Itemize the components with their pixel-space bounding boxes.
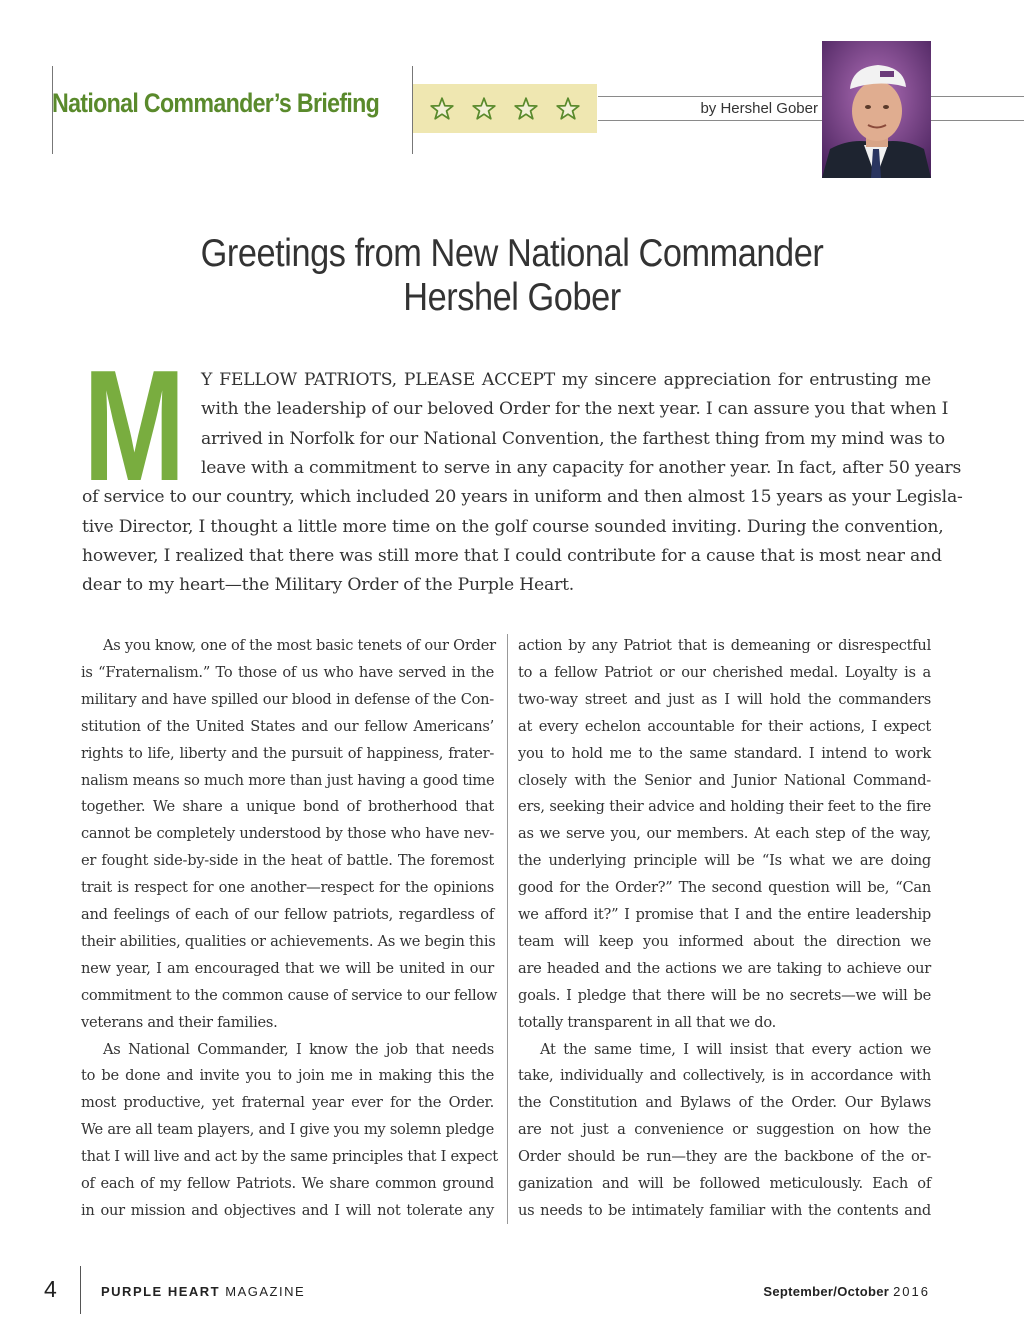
lead-line: with the leadership of our beloved Order for the next year. I can assure you that when I: [201, 399, 949, 420]
body-line: veterans and their families.: [81, 1013, 278, 1031]
issue-date: [763, 1284, 930, 1299]
header-right-top-rule: [931, 96, 1024, 97]
body-line: rights to life, liberty and the pursuit of happiness, frater-: [81, 744, 494, 762]
body-line: stitution of the United States and our fellow Americans’: [81, 717, 494, 735]
magazine-name-bold: PURPLE HEART: [101, 1284, 221, 1299]
body-line: at every echelon accountable for their actions, I expect: [518, 717, 931, 735]
body-line: as we serve you, our members. At each step of the way,: [518, 825, 931, 843]
body-line: and feelings of each of our fellow patriots, regardless of: [81, 906, 494, 923]
lead-line: dear to my heart—the Military Order of the Purple Heart.: [82, 575, 575, 596]
header-bottom-rule: [598, 120, 822, 121]
body-line: As National Commander, I know the job that needs: [103, 1040, 494, 1058]
body-line: take, individually and collectively, is in accordance with: [518, 1067, 931, 1085]
lead-line: arrived in Norfolk for our National Convention, the farthest thing from my mind was to: [201, 428, 945, 449]
body-line: military and have spilled our blood in defense of the Con-: [81, 690, 494, 708]
body-line: We are all team players, and I give you my solemn pledge: [81, 1121, 494, 1139]
issue-year: 2016: [893, 1284, 930, 1299]
section-title: National Commander’s Briefing: [52, 88, 380, 118]
body-line: their abilities, qualities or achievements. As we begin this: [81, 932, 496, 950]
body-line: Order should be run—they are the backbone of the or-: [518, 1148, 931, 1166]
body-line: goals. I pledge that there will be no secrets—we will be: [518, 986, 931, 1004]
body-line: As you know, one of the most basic tenets of our Order: [103, 637, 496, 654]
article-headline: [0, 232, 1024, 320]
magazine-name: [101, 1284, 305, 1299]
body-line: At the same time, I will insist that every action we: [540, 1040, 931, 1058]
body-line: to be done and invite you to join me in making this the: [81, 1067, 494, 1085]
body-line: you to hold me to the same standard. I intend to work: [518, 744, 931, 762]
footer-rule: [80, 1266, 81, 1314]
body-line: the underlying principle will be “Is what we are doing: [518, 852, 931, 870]
body-line: are not just a convenience or suggestion on how the: [518, 1121, 931, 1139]
headline-line-1: Greetings from New National Commander: [200, 232, 824, 275]
body-line: are headed and the actions we are taking to achieve our: [518, 959, 931, 977]
body-line: most productive, yet fraternal year ever for the Order.: [81, 1094, 494, 1112]
body-line: team will keep you informed about the direction we: [518, 932, 931, 950]
magazine-name-rest: MAGAZINE: [220, 1284, 306, 1299]
headline-line-2: Hershel Gober: [403, 276, 621, 319]
body-line: in our mission and objectives and I will not tolerate any: [81, 1201, 494, 1219]
star-rank-bar: [413, 84, 597, 133]
body-line: cannot be completely understood by those who have nev-: [81, 825, 494, 843]
lead-line: Y FELLOW PATRIOTS, PLEASE ACCEPT my sincere appreciation for entrusting me: [201, 370, 931, 390]
body-line: commitment to the common cause of service to our fellow: [81, 986, 498, 1004]
body-line: two-way street and just as I will hold the commanders: [518, 690, 931, 708]
body-line: good for the Order?” The second question will be, “Can: [518, 879, 931, 897]
body-line: closely with the Senior and Junior National Command-: [518, 771, 931, 789]
lead-line: leave with a commitment to serve in any capacity for another year. In fact, after 50 years: [201, 457, 962, 478]
issue-months: September/October: [763, 1284, 890, 1299]
rank-star-icon: [555, 96, 581, 122]
body-line: that I will live and act by the same principles that I expect: [81, 1148, 498, 1166]
body-line: of each of my fellow Patriots. We share common ground: [81, 1175, 494, 1192]
column-divider: [507, 634, 508, 1224]
author-photo: [822, 41, 931, 178]
body-line: together. We share a unique bond of brotherhood that: [81, 798, 494, 816]
header-top-rule: [598, 96, 822, 97]
body-line: action by any Patriot that is demeaning or disrespectful: [518, 637, 931, 654]
body-line: er fought side-by-side in the heat of battle. The foremost: [81, 852, 494, 870]
body-line: ers, seeking their advice and holding their feet to the fire: [518, 798, 931, 816]
body-line: nalism means so much more than just having a good time: [81, 771, 495, 789]
body-line: we afford it?” I promise that I and the entire leadership: [518, 906, 931, 923]
body-line: to a fellow Patriot or our cherished medal. Loyalty is a: [518, 663, 931, 681]
body-line: totally transparent in all that we do.: [518, 1013, 777, 1031]
author-portrait-image: [822, 41, 931, 178]
lead-line: of service to our country, which included 20 years in uniform and then almost 15 years as your Legisla-: [82, 487, 963, 508]
rank-star-icon: [429, 96, 455, 122]
rank-star-icon: [513, 96, 539, 122]
body-line: new year, I am encouraged that we will be united in our: [81, 959, 494, 977]
byline: by Hershel Gober: [700, 100, 818, 117]
body-line: ganization and will be followed meticulously. Each of: [518, 1175, 931, 1192]
body-line: the Constitution and Bylaws of the Order. Our Bylaws: [518, 1094, 931, 1112]
body-line: trait is respect for one another—respect for the opinions: [81, 879, 494, 897]
header-right-bottom-rule: [931, 120, 1024, 121]
lead-line: however, I realized that there was still more that I could contribute for a cause that is most near and: [82, 545, 942, 566]
page-number: 4: [44, 1276, 57, 1302]
lead-line: tive Director, I thought a little more time on the golf course sounded inviting. During the convention,: [82, 516, 944, 537]
body-line: is “Fraternalism.” To those of us who have served in the: [81, 663, 494, 681]
rank-star-icon: [471, 96, 497, 122]
drop-cap: M: [83, 338, 186, 514]
body-line: us needs to be intimately familiar with the contents and: [518, 1201, 931, 1219]
